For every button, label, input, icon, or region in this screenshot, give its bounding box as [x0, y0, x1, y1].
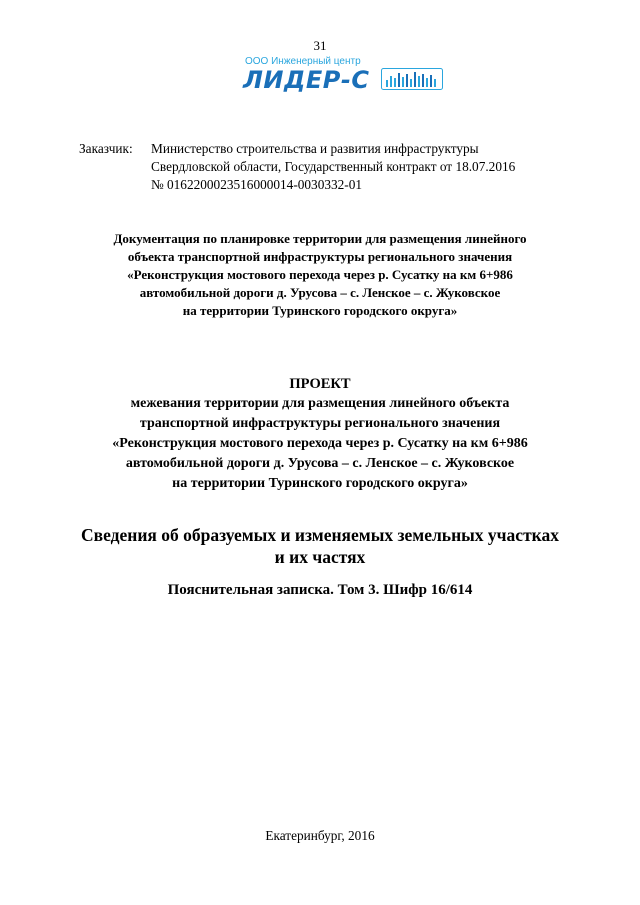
documentation-title-line: на территории Туринского городского округа»	[182, 303, 458, 318]
logo-company-name: ЛИДЕР-С	[243, 66, 370, 94]
documentation-title-line: Документация по планировке территории для размещения линейного	[113, 231, 527, 246]
city-year: Екатеринбург, 2016	[265, 828, 375, 843]
documentation-title-line: автомобильной дороги д. Урусова – с. Ленское – с. Жуковское	[139, 285, 501, 300]
page-number: 31	[313, 38, 327, 53]
section-title	[40, 524, 600, 568]
company-logo	[243, 56, 443, 98]
documentation-title-line: «Реконструкция мостового перехода через р. Сусатку на км 6+986	[127, 267, 513, 282]
section-title-line: Сведения об образуемых и изменяемых земельных участках	[81, 525, 559, 545]
documentation-title	[60, 230, 580, 320]
project-line: автомобильной дороги д. Урусова – с. Ленское – с. Жуковское	[125, 456, 515, 471]
customer-line: Министерство строительства и развития инфраструктуры	[151, 141, 479, 156]
customer-line: Свердловской области, Государственный контракт от 18.07.2016	[151, 159, 516, 174]
project-line: транспортной инфраструктуры регионального значения	[139, 416, 501, 431]
project-line: межевания территории для размещения линейного объекта	[130, 396, 510, 411]
customer-text	[151, 140, 608, 194]
section-title-line: и их частях	[274, 547, 366, 567]
logo-company-type: ООО Инженерный центр	[245, 56, 361, 67]
explanatory-note-title: Пояснительная записка. Том 3. Шифр 16/614	[167, 582, 473, 598]
project-line: на территории Туринского городского округа»	[172, 476, 468, 491]
project-line: «Реконструкция мостового перехода через р. Сусатку на км 6+986	[112, 436, 528, 451]
bar-graph-logo-icon	[381, 68, 443, 90]
customer-label: Заказчик:	[79, 141, 133, 156]
project-block	[60, 374, 580, 494]
documentation-title-line: объекта транспортной инфраструктуры регионального значения	[127, 249, 513, 264]
project-heading: ПРОЕКТ	[289, 376, 351, 392]
customer-line: № 0162200023516000014-0030332-01	[151, 177, 363, 192]
